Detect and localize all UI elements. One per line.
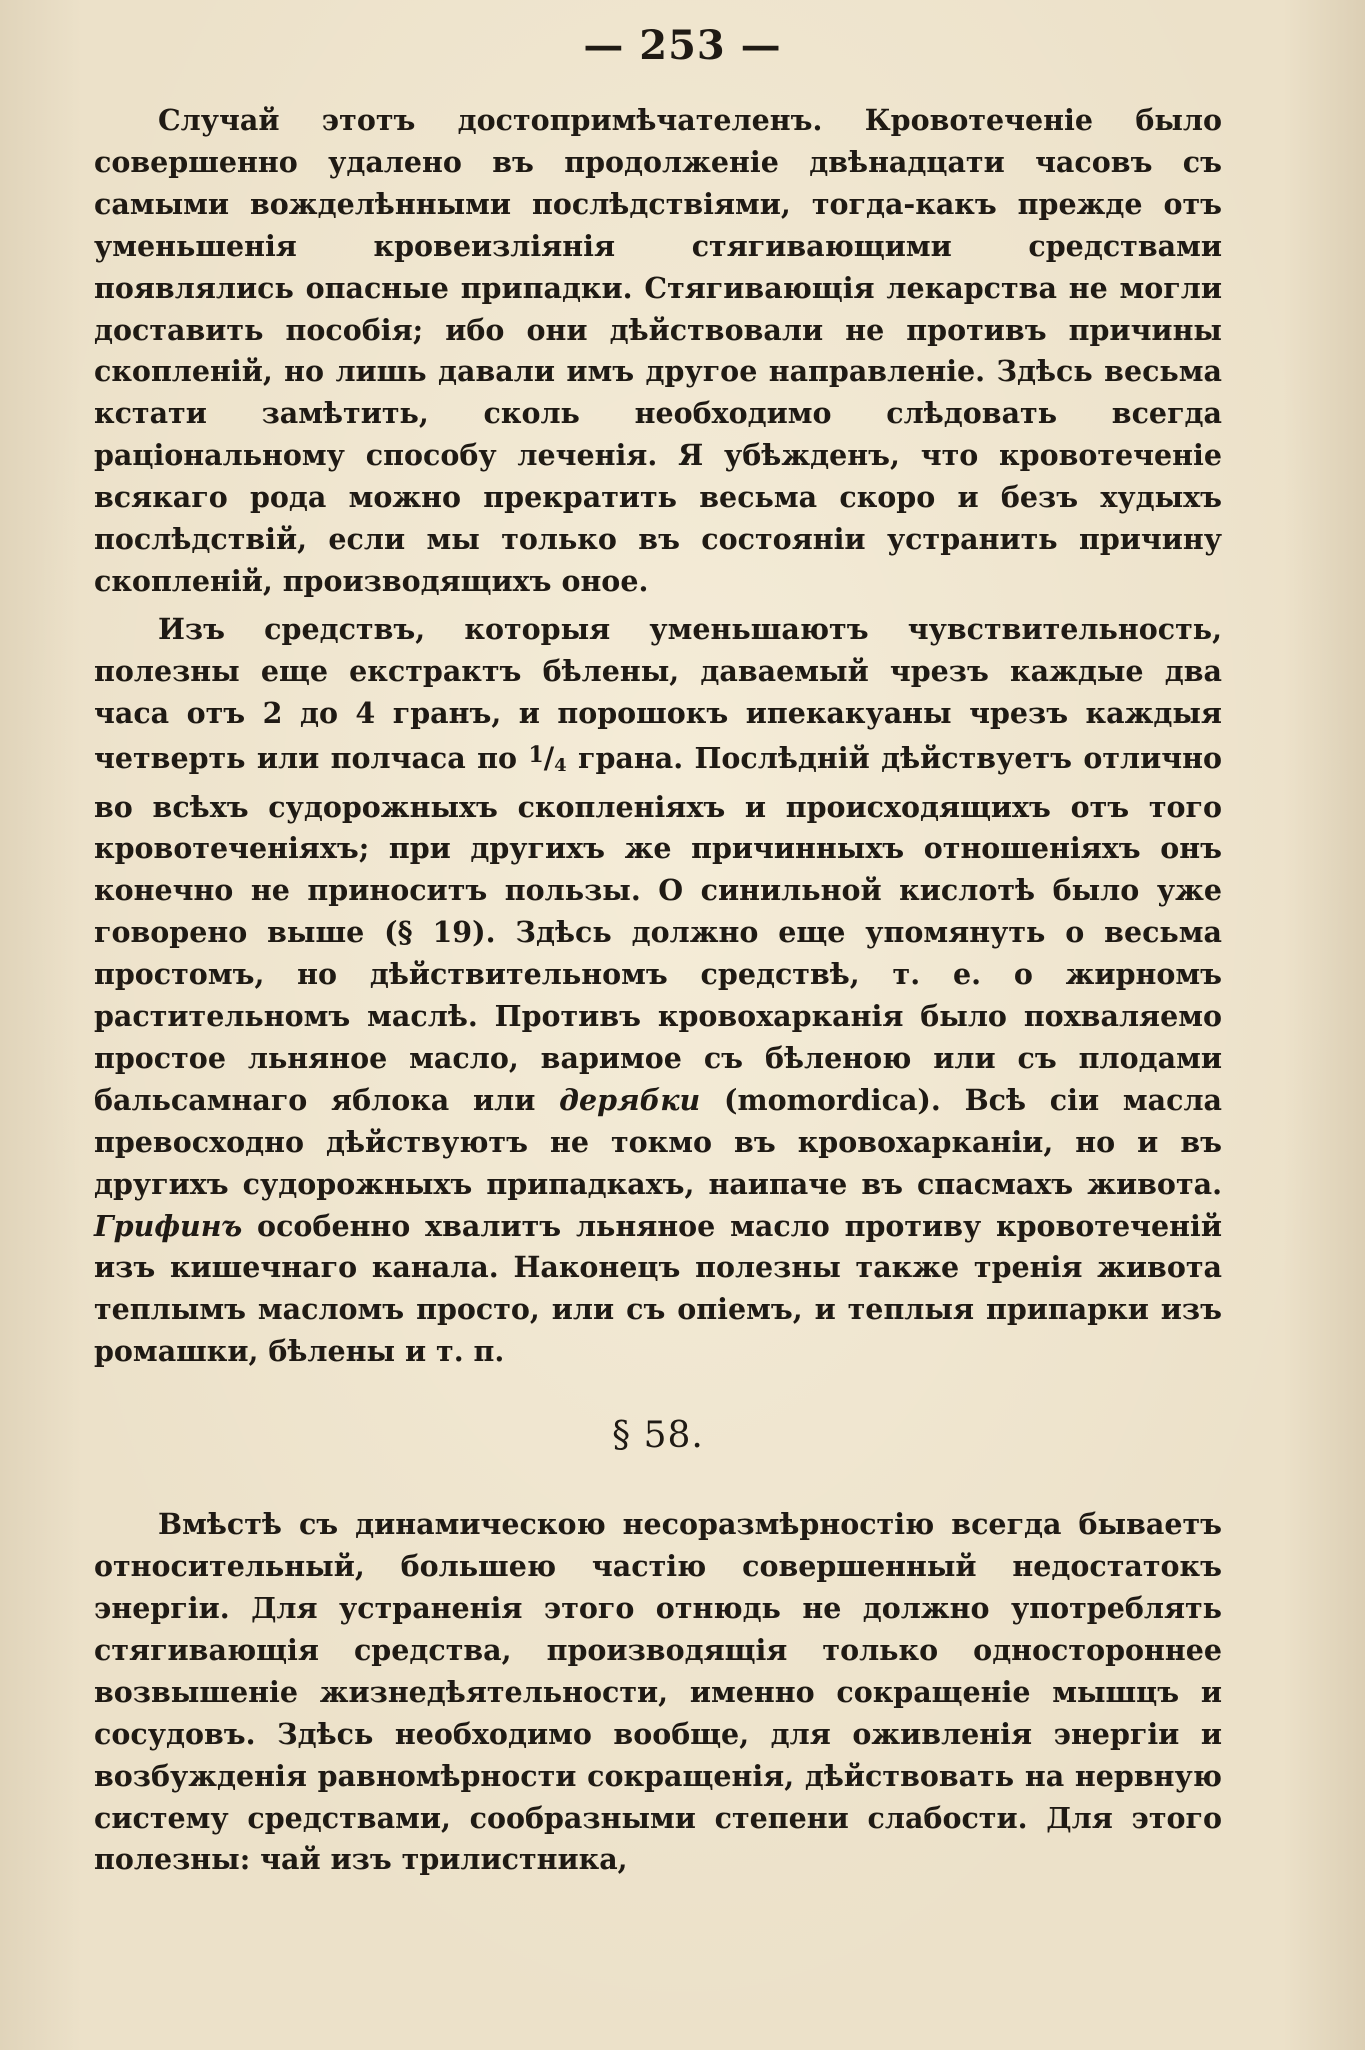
- italic-term-deryabki: дерябки: [559, 1082, 701, 1117]
- italic-name-grifin: Грифинъ: [94, 1208, 243, 1243]
- paragraph-2-part-4: особенно хвалитъ льняное масло противу кровотеченій изъ кишечнаго канала. Наконецъ полезны также тренія живота теплымъ масломъ просто, или съ опіемъ, и теплыя припарки изъ ромашки, бѣлены и т. п.: [94, 1208, 1222, 1369]
- paragraph-2-part-3: (momordica). Всѣ сіи масла превосходно дѣйствуютъ не токмо въ кровохарканіи, но и въ другихъ судорожныхъ припадкахъ, наипаче въ спасмахъ живота.: [94, 1082, 1223, 1201]
- paragraph-2-part-1: Изъ средствъ, которыя уменьшаютъ чувствительность, полезны еще екстрактъ бѣлены, даваемый чрезъ каждые два часа отъ 2 до 4 гранъ, и порошокъ ипекакуаны чрезъ каждыя четверть или полчаса по: [94, 611, 1222, 775]
- text-column: [94, 100, 1222, 1881]
- fraction-numerator: 1: [528, 741, 544, 768]
- page-number: — 253 —: [583, 22, 782, 69]
- section-paragraph: Вмѣстѣ съ динамическою несоразмѣрностію всегда бываетъ относительный, большею частію совершенный недостатокъ энергіи. Для устраненія этого отнюдь не должно употреблять стягивающія средства, производящія только одностороннее возвышеніе жизнедѣятельности, именно сокращеніе мышцъ и сосудовъ. Здѣсь необходимо вообще, для оживленія энергіи и возбужденія равномѣрности сокращенія, дѣйствовать на нервную систему средствами, сообразными степени слабости. Для этого полезны: чай изъ трилистника,: [94, 1507, 1222, 1877]
- paragraph-2: Изъ средствъ, которыя уменьшаютъ чувствительность, полезны еще екстрактъ бѣлены, даваемый чрезъ каждые два часа отъ 2 до 4 гранъ, и порошокъ ипекакуаны чрезъ каждыя четверть или полчаса по $^1$/4 грана. Послѣдній дѣйствуетъ отлично во всѣхъ судорожныхъ скопленіяхъ и происходящихъ отъ того кровотеченіяхъ; при другихъ же причинныхъ отношеніяхъ онъ конечно не приноситъ пользы. О синильной кислотѣ было уже говорено выше (§ 19). Здѣсь должно еще упомянуть о весьма простомъ, но дѣйствительномъ средствѣ, т. е. о жирномъ растительномъ маслѣ. Противъ кровохарканія было похваляемо простое льняное масло, варимое съ бѣленою или съ плодами бальсамнаго яблока или дерябки (momordica). Всѣ сіи масла превосходно дѣйствуютъ не токмо въ кровохарканіи, но и въ другихъ судорожныхъ припадкахъ, наипаче въ спасмахъ живота. Грифинъ особенно хвалитъ льняное масло противу кровотеченій изъ кишечнаго канала. Наконецъ полезны также тренія живота теплымъ масломъ просто, или съ опіемъ, и теплыя припарки изъ ромашки, бѣлены и т. п.: [94, 611, 1223, 1369]
- paragraph-2-part-2: грана. Послѣдній дѣйствуетъ отлично во всѣхъ судорожныхъ скопленіяхъ и происходящихъ отъ того кровотеченіяхъ; при другихъ же причинныхъ отношеніяхъ онъ конечно не приноситъ пользы. О синильной кислотѣ было уже говорено выше (§ 19). Здѣсь должно еще упомянуть о весьма простомъ, но дѣйствительномъ средствѣ, т. е. о жирномъ растительномъ маслѣ. Противъ кровохарканія было похваляемо простое льняное масло, варимое съ бѣленою или съ плодами бальсамнаго яблока или: [94, 740, 1222, 1117]
- section-heading: § 58.: [612, 1415, 704, 1457]
- paragraph-1: Случай этотъ достопримѣчателенъ. Кровотеченіе было совершенно удалено въ продолженіе двѣнадцати часовъ съ самыми вожделѣнными послѣдствіями, тогда-какъ прежде отъ уменьшенія кровеизліянія стягивающими средствами появлялись опасные припадки. Стягивающія лекарства не могли доставить пособія; ибо они дѣйствовали не противъ причины скопленій, но лишь давали имъ другое направленіе. Здѣсь весьма кстати замѣтить, сколь необходимо слѣдовать всегда раціональному способу леченія. Я убѣжденъ, что кровотеченіе всякаго рода можно прекратить весьма скоро и безъ худыхъ послѣдствій, если мы только въ состояніи устранить причину скопленій, производящихъ оное.: [94, 103, 1222, 598]
- fraction-denominator: 4: [554, 754, 567, 776]
